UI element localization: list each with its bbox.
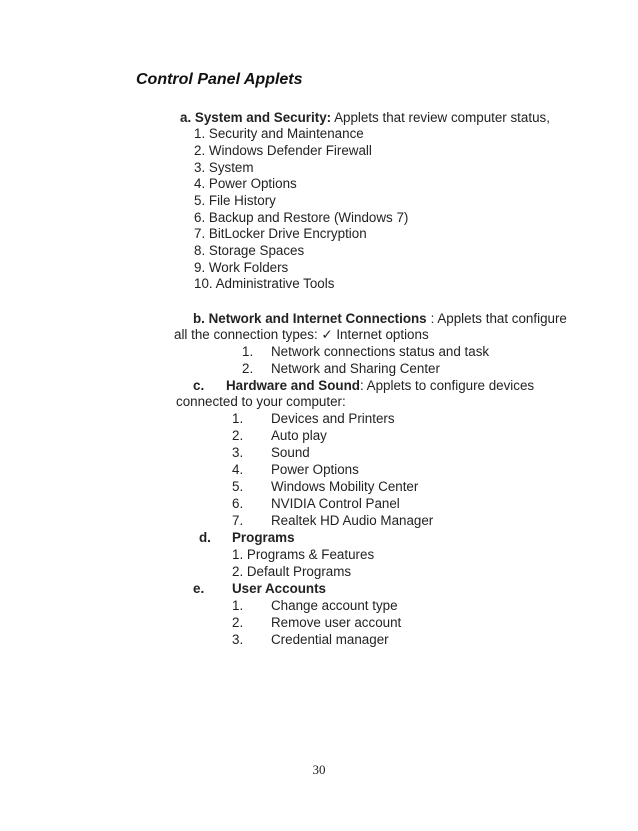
list-item: Remove user account [271,615,402,630]
section-e-heading: User Accounts [232,581,327,596]
list-item-number: 2. [242,361,254,376]
section-c-heading: Hardware and Sound [226,378,360,393]
section-e-letter: e. [193,581,205,596]
list-item-number: 7. [232,513,244,528]
list-item: 1. Security and Maintenance [194,126,364,141]
list-item-number: 4. [232,462,244,477]
list-item: Power Options [271,462,359,477]
section-c-letter: c. [193,378,205,393]
page-title: Control Panel Applets [136,71,303,88]
section-b-letter: b. [193,311,205,326]
list-item: 3. System [194,160,254,175]
list-item-number: 1. [242,344,254,359]
list-item: 8. Storage Spaces [194,243,305,258]
list-item: Devices and Printers [271,411,395,426]
list-item: Auto play [271,428,327,443]
list-item: 4. Power Options [194,176,297,191]
list-item: Sound [271,445,310,460]
list-item: 5. File History [194,193,276,208]
list-item-number: 3. [232,445,244,460]
section-c-desc-line2: connected to your computer: [176,394,346,409]
list-item-number: 2. [232,615,244,630]
list-item-number: 6. [232,496,244,511]
list-item: 9. Work Folders [194,260,289,275]
section-a-letter: a. [180,110,192,125]
list-item: Realtek HD Audio Manager [271,513,434,528]
page-number: 30 [312,762,326,777]
list-item: NVIDIA Control Panel [271,496,400,511]
list-item: Change account type [271,598,398,613]
list-item: 2. Default Programs [232,564,352,579]
list-item: Windows Mobility Center [271,479,419,494]
list-item-number: 3. [232,632,244,647]
list-item: Credential manager [271,632,389,647]
list-item: 2. Windows Defender Firewall [194,143,372,158]
list-item: 10. Administrative Tools [194,276,335,291]
list-item-number: 1. [232,598,244,613]
list-item: Network connections status and task [271,344,490,359]
section-b-heading: Network and Internet Connections [208,311,427,326]
list-item: 1. Programs & Features [232,547,375,562]
section-d-letter: d. [199,530,211,545]
section-c-header [226,378,534,394]
list-item-number: 1. [232,411,244,426]
list-item: Network and Sharing Center [271,361,440,376]
section-b-desc: : Applets that configure [430,311,567,326]
section-a-desc: Applets that review computer status, [331,110,550,125]
section-c-desc: : Applets to configure devices [359,378,535,393]
section-b-header [193,311,567,327]
list-item-number: 5. [232,479,244,494]
section-b-desc-line2: all the connection types: ✓ Internet options [174,327,429,342]
list-item: 6. Backup and Restore (Windows 7) [194,210,409,225]
section-a-header [180,110,550,126]
list-item: 7. BitLocker Drive Encryption [194,226,367,241]
section-d-heading: Programs [232,530,295,545]
list-item-number: 2. [232,428,244,443]
section-a-heading: System and Security: [194,110,332,125]
